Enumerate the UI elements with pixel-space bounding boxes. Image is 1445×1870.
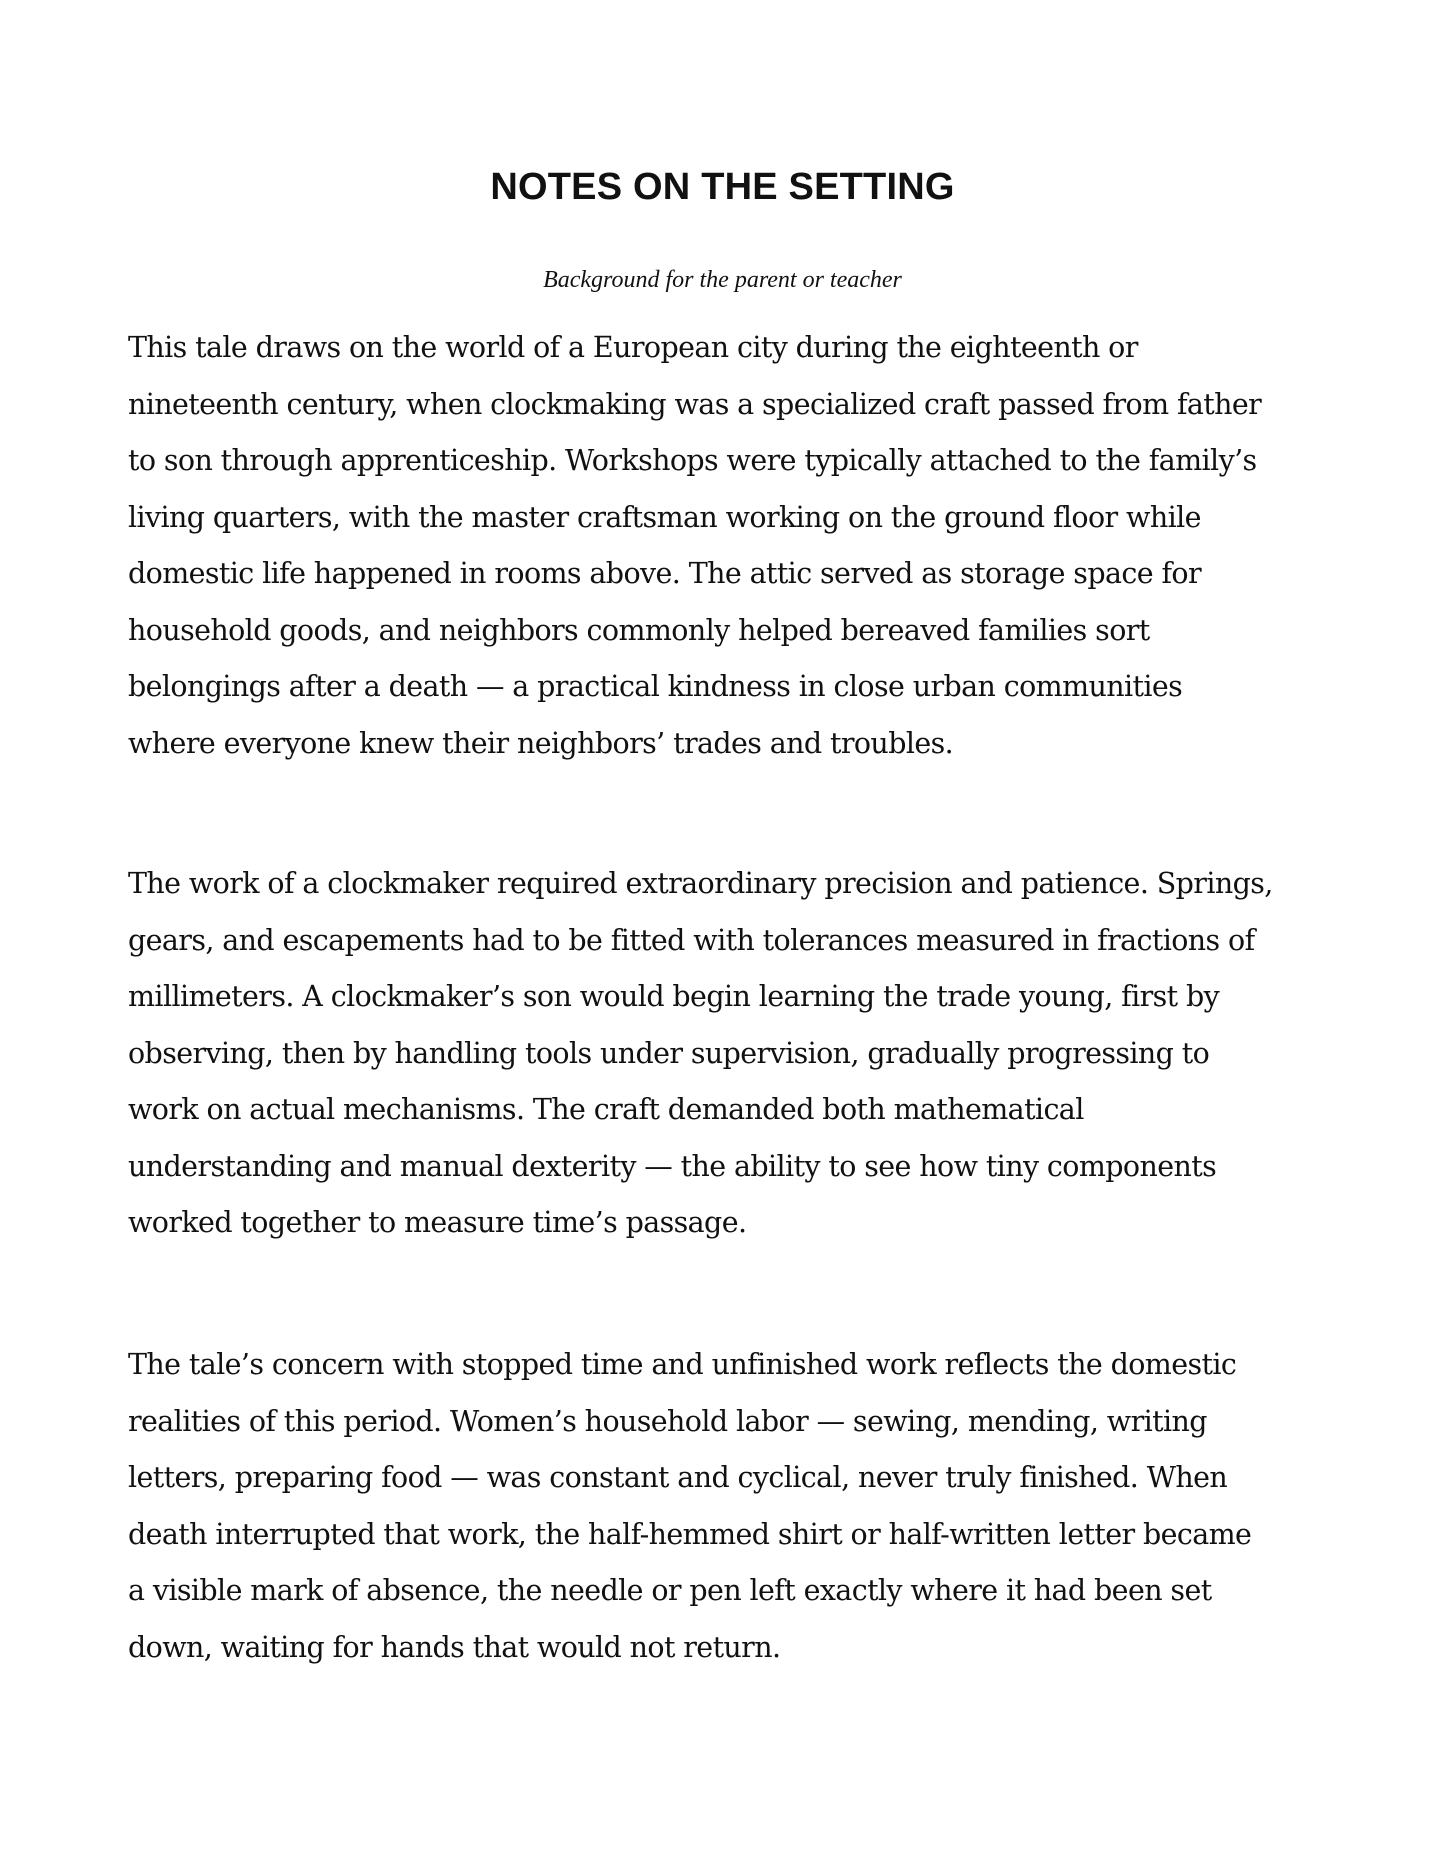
body-paragraph: The tale’s concern with stopped time and unfinished work reflects the domestic realities of this period. Women’s household labor — sewing, mending, writing letters, preparing food — was constant and cyclical, never truly finished. When death interrupted that work, the half-hemmed shirt or half-written letter became a visible mark of absence, the needle or pen left exactly where it had been set down, waiting for hands that would not return. (128, 1348, 1252, 1664)
body-paragraph: This tale draws on the world of a European city during the eighteenth or nineteenth century, when clockmaking was a specialized craft passed from father to son through apprenticeship. Workshops were typically attached to the family’s living quarters, with the master craftsman working on the ground floor while domestic life happened in rooms above. The attic served as storage space for household goods, and neighbors commonly helped bereaved families sort belongings after a death — a practical kindness in close urban communities where everyone knew their neighbors’ trades and troubles. (128, 331, 1262, 760)
body-paragraph: The work of a clockmaker required extraordinary precision and patience. Springs, gears, and escapements had to be fitted with tolerances measured in fractions of millimeters. A clockmaker’s son would begin learning the trade young, first by observing, then by handling tools under supervision, gradually progressing to work on actual mechanisms. The craft demanded both mathematical understanding and manual dexterity — the ability to see how tiny components worked together to measure time’s passage. (128, 867, 1273, 1239)
page-title: NOTES ON THE SETTING (490, 166, 955, 208)
page-subtitle: Background for the parent or teacher (543, 267, 902, 293)
